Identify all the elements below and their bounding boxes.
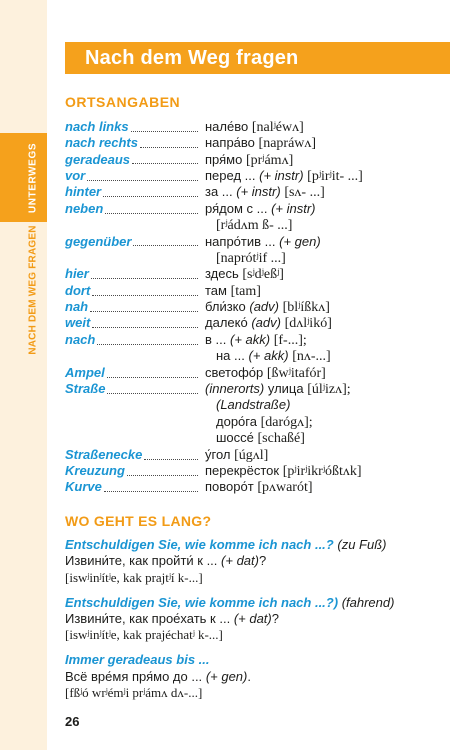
- german-term-cell: [65, 201, 198, 217]
- dotted-leader: [127, 475, 198, 476]
- russian-phrase: Извини́те, как пройти́ к ...: [65, 553, 218, 569]
- vocab-list: [65, 119, 450, 496]
- usage-note: (Landstraße): [216, 397, 291, 413]
- transcription: [naprótʲif ...]: [216, 250, 286, 266]
- german-term: hier: [65, 266, 89, 282]
- russian-phrase: Всё вре́мя пря́мо до ...: [65, 668, 203, 684]
- vocab-entry: [65, 365, 450, 381]
- translation-line: [205, 397, 351, 413]
- transcription: [dʌlʲikó]: [284, 316, 332, 332]
- dotted-leader: [140, 147, 198, 148]
- russian-translation: [205, 315, 332, 331]
- russian-word: улица: [267, 381, 304, 397]
- german-term: Straßenecke: [65, 446, 143, 462]
- german-term: weit: [65, 315, 91, 331]
- russian-phrase-line: [65, 669, 450, 685]
- vocab-entry: [65, 135, 450, 151]
- dotted-leader: [92, 295, 198, 296]
- russian-word: напра́во: [205, 135, 255, 151]
- german-term-cell: [65, 234, 198, 250]
- translation-line: [205, 447, 268, 463]
- transcription: [iswʲinʲítʲe, kak prajtʲí k-...]: [65, 569, 203, 585]
- transcription: [tam]: [230, 283, 261, 299]
- dotted-leader: [92, 327, 198, 328]
- translation-line: [205, 250, 321, 266]
- russian-word: нале́во: [205, 118, 249, 134]
- dotted-leader: [103, 196, 198, 197]
- german-phrase-line: [65, 652, 450, 668]
- transcription: [úgʌl]: [234, 447, 269, 463]
- russian-word: у́гол: [205, 446, 231, 462]
- translation-line: [205, 152, 293, 168]
- page-number: 26: [65, 714, 80, 729]
- translation-line: [205, 234, 321, 250]
- dotted-leader: [90, 311, 198, 312]
- translation-line: [205, 201, 315, 217]
- transcription: [sʲdʲeßʲ]: [242, 267, 284, 283]
- translation-line: [205, 479, 313, 495]
- transcription: [nalʲéwʌ]: [251, 119, 304, 135]
- german-phrase-line: [65, 537, 450, 553]
- phrase-entry: [65, 595, 450, 644]
- russian-phrase-line: [65, 611, 450, 627]
- vocab-entry: [65, 299, 450, 315]
- russian-word: перекрёсток: [205, 463, 280, 478]
- vocab-entry: [65, 315, 450, 331]
- translation-line: [205, 283, 261, 299]
- vocab-entry: [65, 168, 450, 184]
- russian-translation: [205, 463, 362, 479]
- grammar-note: (+ gen): [279, 233, 321, 249]
- translation-line: [205, 430, 351, 446]
- german-term-cell: [65, 299, 198, 315]
- german-term-cell: [65, 447, 198, 463]
- german-term-cell: [65, 135, 198, 151]
- german-term: nach: [65, 331, 96, 347]
- russian-translation: [205, 266, 284, 282]
- russian-word: за ...: [205, 184, 233, 200]
- german-term: Kurve: [65, 479, 102, 495]
- vocab-entry: [65, 283, 450, 299]
- russian-word: напро́тив ...: [205, 233, 276, 249]
- russian-phrase: Извини́те, как прое́хать к ...: [65, 610, 231, 626]
- chapter-tab-label: UNTERWEGS: [27, 142, 39, 213]
- sidebar-strip: [0, 0, 47, 750]
- german-phrase: Entschuldigen Sie, wie komme ich nach ...?): [65, 594, 339, 610]
- russian-word: в ...: [205, 331, 227, 347]
- section-heading-ortsangaben: ORTSANGABEN: [65, 94, 181, 110]
- dotted-leader: [133, 245, 198, 246]
- translation-line: [205, 266, 284, 282]
- german-term: dort: [65, 282, 91, 298]
- phrase-punctuation: .: [247, 668, 251, 684]
- russian-word: шоссе́: [216, 430, 254, 446]
- transcription: [fßʲó wrʲémʲi prʲámʌ dʌ-...]: [65, 685, 203, 701]
- russian-translation: [205, 299, 330, 315]
- russian-translation: [205, 234, 321, 267]
- vocab-entry: [65, 266, 450, 282]
- vocab-entry: [65, 447, 450, 463]
- usage-note: (innerorts): [205, 381, 265, 397]
- dotted-leader: [107, 393, 198, 394]
- translation-line: [205, 381, 351, 397]
- russian-word: поворо́т: [205, 479, 254, 495]
- russian-translation: [205, 381, 351, 447]
- grammar-note: (adv): [249, 299, 279, 315]
- german-term: Kreuzung: [65, 462, 125, 478]
- transcription: [schaßé]: [257, 431, 305, 447]
- grammar-note: (+ instr): [259, 167, 304, 183]
- german-term-cell: [65, 184, 198, 200]
- russian-translation: [205, 365, 326, 381]
- russian-word: там: [205, 282, 227, 298]
- russian-word: здесь: [205, 266, 239, 282]
- russian-word: перед ...: [205, 167, 256, 183]
- russian-translation: [205, 201, 315, 234]
- page-title: Nach dem Weg fragen: [85, 47, 299, 69]
- german-term: nach rechts: [65, 135, 138, 151]
- russian-translation: [205, 332, 331, 365]
- phrase-punctuation: ?: [258, 553, 267, 569]
- german-term-cell: [65, 283, 198, 299]
- translation-line: [205, 463, 362, 479]
- russian-word: доро́га: [216, 413, 257, 429]
- grammar-note: (adv): [251, 315, 281, 331]
- dotted-leader: [107, 377, 198, 378]
- german-phrase: Entschuldigen Sie, wie komme ich nach ...?: [65, 536, 334, 552]
- transcription: [pʲirʲikrʲóßtʌk]: [282, 464, 362, 479]
- german-term-cell: [65, 266, 198, 282]
- grammar-note: (+ instr): [236, 184, 281, 200]
- grammar-note: (+ dat): [233, 610, 272, 626]
- german-term-cell: [65, 381, 198, 397]
- german-term-cell: [65, 152, 198, 168]
- dotted-leader: [97, 344, 198, 345]
- russian-word: светофо́р: [205, 364, 264, 380]
- german-term-cell: [65, 479, 198, 495]
- russian-word: далеко́: [205, 315, 248, 331]
- russian-translation: [205, 283, 261, 299]
- section-heading-wo-geht-es-lang: WO GEHT ES LANG?: [65, 513, 212, 529]
- russian-translation: [205, 135, 316, 151]
- translation-line: [205, 332, 331, 348]
- vocab-entry: [65, 201, 450, 234]
- grammar-note: (+ akk): [248, 348, 289, 364]
- phrase-entry: [65, 652, 450, 701]
- translation-line: [205, 168, 363, 184]
- german-term: Straße: [65, 381, 106, 397]
- transcription: [napráwʌ]: [258, 136, 317, 152]
- section-side-label: NACH DEM WEG FRAGEN: [27, 225, 39, 355]
- german-term-cell: [65, 119, 198, 135]
- phrase-punctuation: ?: [271, 610, 279, 626]
- vocab-entry: [65, 152, 450, 168]
- dotted-leader: [87, 180, 198, 181]
- vocab-entry: [65, 184, 450, 200]
- german-term: gegenüber: [65, 233, 132, 249]
- german-term-cell: [65, 315, 198, 331]
- phrase-entry: [65, 537, 450, 586]
- transcription: [iswʲinʲítʲe, kak prajéchatʲ k-...]: [65, 627, 223, 643]
- transcription: [darógʌ];: [260, 414, 313, 430]
- german-term-cell: [65, 365, 198, 381]
- russian-translation: [205, 168, 363, 184]
- translation-line: [205, 119, 304, 135]
- transcription: [nʌ-...]: [292, 349, 331, 365]
- phrase-list: [65, 537, 450, 702]
- translation-line: [205, 299, 330, 315]
- german-term: nah: [65, 299, 89, 315]
- transcription: [pʲirʲit- ...]: [307, 168, 363, 184]
- russian-translation: [205, 184, 325, 200]
- vocab-entry: [65, 479, 450, 495]
- translation-line: [205, 184, 325, 200]
- dotted-leader: [105, 213, 198, 214]
- german-term: nach links: [65, 118, 129, 134]
- grammar-note: (+ gen): [205, 668, 248, 684]
- vocab-entry: [65, 119, 450, 135]
- german-phrase: Immer geradeaus bis ...: [65, 652, 210, 668]
- grammar-note: (+ instr): [271, 200, 316, 216]
- russian-word: ря́дом с ...: [205, 200, 268, 216]
- transcription: [f-...];: [273, 332, 307, 348]
- russian-word: бли́зко: [205, 299, 246, 315]
- translation-line: [205, 315, 332, 331]
- vocab-entry: [65, 463, 450, 479]
- chapter-tab: [0, 133, 47, 222]
- dotted-leader: [104, 491, 198, 492]
- dotted-leader: [131, 131, 198, 132]
- german-term: Ampel: [65, 364, 105, 380]
- german-term: geradeaus: [65, 151, 131, 167]
- usage-note: (fahrend): [341, 594, 395, 610]
- russian-translation: [205, 119, 304, 135]
- german-phrase-line: [65, 595, 450, 611]
- transcription: [blʲíßkʌ]: [282, 300, 330, 316]
- grammar-note: (+ akk): [229, 331, 271, 347]
- russian-translation: [205, 152, 293, 168]
- dotted-leader: [132, 163, 198, 164]
- transcription: [sʌ- ...]: [284, 185, 325, 201]
- translation-line: [205, 414, 351, 430]
- german-term-cell: [65, 463, 198, 479]
- vocab-entry: [65, 234, 450, 267]
- transcription: [rʲádʌm ß- ...]: [216, 218, 293, 234]
- dotted-leader: [91, 278, 198, 279]
- german-term-cell: [65, 168, 198, 184]
- transcription: [pʌwarót]: [257, 480, 313, 496]
- vocab-entry: [65, 381, 450, 447]
- dotted-leader: [144, 459, 198, 460]
- german-term: neben: [65, 200, 104, 216]
- usage-note: (zu Fuß): [337, 536, 387, 552]
- transcription: [úlʲizʌ];: [307, 382, 351, 398]
- russian-phrase-line: [65, 553, 450, 569]
- vocab-entry: [65, 332, 450, 365]
- grammar-note: (+ dat): [221, 553, 259, 569]
- russian-translation: [205, 447, 268, 463]
- russian-translation: [205, 479, 313, 495]
- german-term-cell: [65, 332, 198, 348]
- german-term: hinter: [65, 184, 102, 200]
- russian-word: на ...: [216, 348, 245, 364]
- transcription: [ßwʲitafór]: [266, 365, 326, 381]
- title-banner: [65, 42, 450, 74]
- transcription: [prʲámʌ]: [245, 152, 294, 168]
- translation-line: [205, 217, 315, 233]
- russian-word: пря́мо: [205, 151, 243, 167]
- german-term: vor: [65, 167, 86, 183]
- translation-line: [205, 135, 316, 151]
- translation-line: [205, 365, 326, 381]
- translation-line: [205, 348, 331, 364]
